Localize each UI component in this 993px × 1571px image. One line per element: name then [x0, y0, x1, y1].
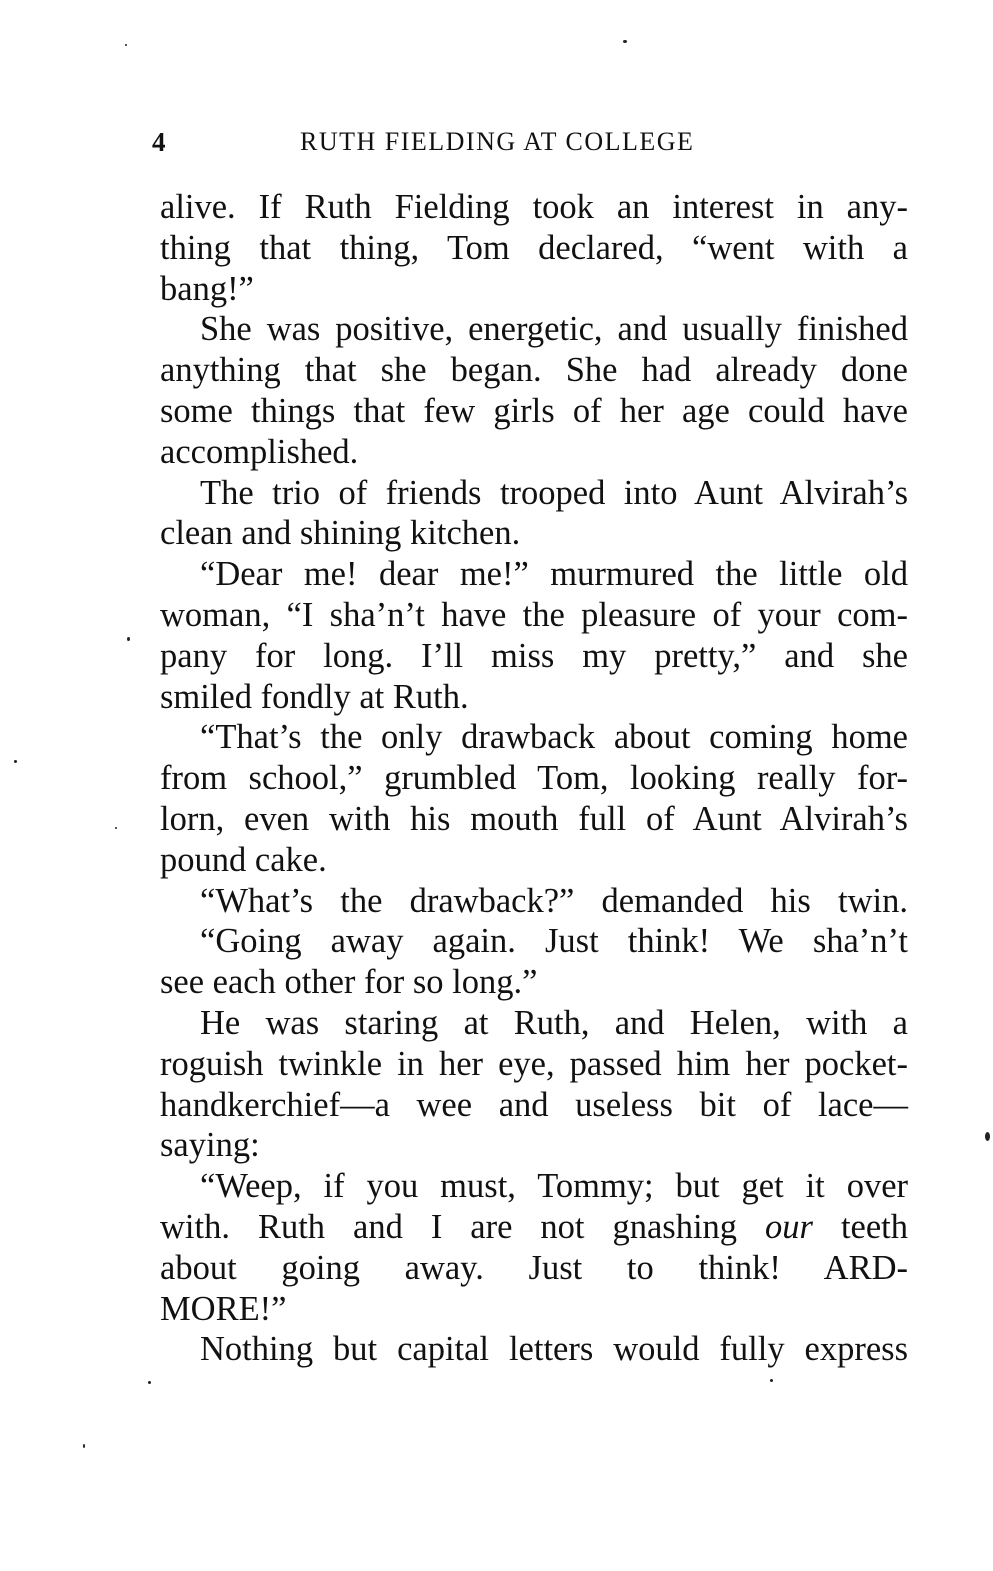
text-line: pany for long. I’ll miss my pretty,” and she — [160, 636, 908, 675]
text-line: thing that thing, Tom declared, “went with a — [160, 228, 908, 267]
text-line: anything that she began. She had already done — [160, 351, 908, 390]
text-line: “Going away again. Just think! We sha’n’t — [200, 922, 908, 961]
running-title: RUTH FIELDING AT COLLEGE — [300, 127, 695, 156]
scan-speck — [148, 1381, 151, 1384]
scan-speck — [14, 760, 17, 763]
text-line: “That’s the only drawback about coming home — [200, 718, 908, 757]
text-line: about going away. Just to think! ARD- — [160, 1248, 908, 1287]
text-line: handkerchief—a wee and useless bit of lace— — [160, 1085, 908, 1124]
text-line: woman, “I sha’n’t have the pleasure of your com- — [160, 595, 908, 634]
text-line: roguish twinkle in her eye, passed him her pocket- — [160, 1044, 908, 1083]
scan-speck — [115, 827, 117, 829]
scan-speck — [127, 637, 130, 641]
text-line: He was staring at Ruth, and Helen, with a — [200, 1003, 908, 1042]
text-line: MORE!” — [160, 1289, 287, 1328]
text-line: bang!” — [160, 269, 254, 308]
page-number: 4 — [152, 127, 167, 157]
scan-speck — [83, 1444, 85, 1448]
scan-speck — [985, 1132, 990, 1141]
text-line: lorn, even with his mouth full of Aunt Alvirah’s — [160, 799, 908, 838]
text-line: pound cake. — [160, 840, 327, 879]
text-line: clean and shining kitchen. — [160, 514, 521, 553]
scan-speck — [125, 44, 127, 46]
text-line: with. Ruth and I are not gnashing our teeth — [160, 1207, 908, 1246]
body-text — [160, 187, 908, 1370]
text-line: The trio of friends trooped into Aunt Alvirah’s — [200, 473, 908, 512]
text-line: smiled fondly at Ruth. — [160, 677, 469, 716]
text-line: alive. If Ruth Fielding took an interest in any- — [160, 188, 908, 226]
text-line: saying: — [160, 1126, 260, 1165]
text-line: “Weep, if you must, Tommy; but get it over — [200, 1167, 908, 1206]
text-line: accomplished. — [160, 432, 359, 471]
scan-speck — [770, 1379, 773, 1382]
text-line: Nothing but capital letters would fully express — [200, 1330, 908, 1369]
text-line: “What’s the drawback?” demanded his twin. — [200, 881, 908, 920]
page-header — [152, 127, 912, 167]
text-line: “Dear me! dear me!” murmured the little old — [200, 555, 908, 594]
scan-speck — [623, 40, 627, 43]
text-line: from school,” grumbled Tom, looking really for- — [160, 759, 908, 798]
text-line: She was positive, energetic, and usually finished — [200, 310, 908, 349]
text-line: see each other for so long.” — [160, 963, 538, 1002]
text-line: some things that few girls of her age could have — [160, 391, 908, 430]
emphasis-our: our — [765, 1207, 813, 1246]
